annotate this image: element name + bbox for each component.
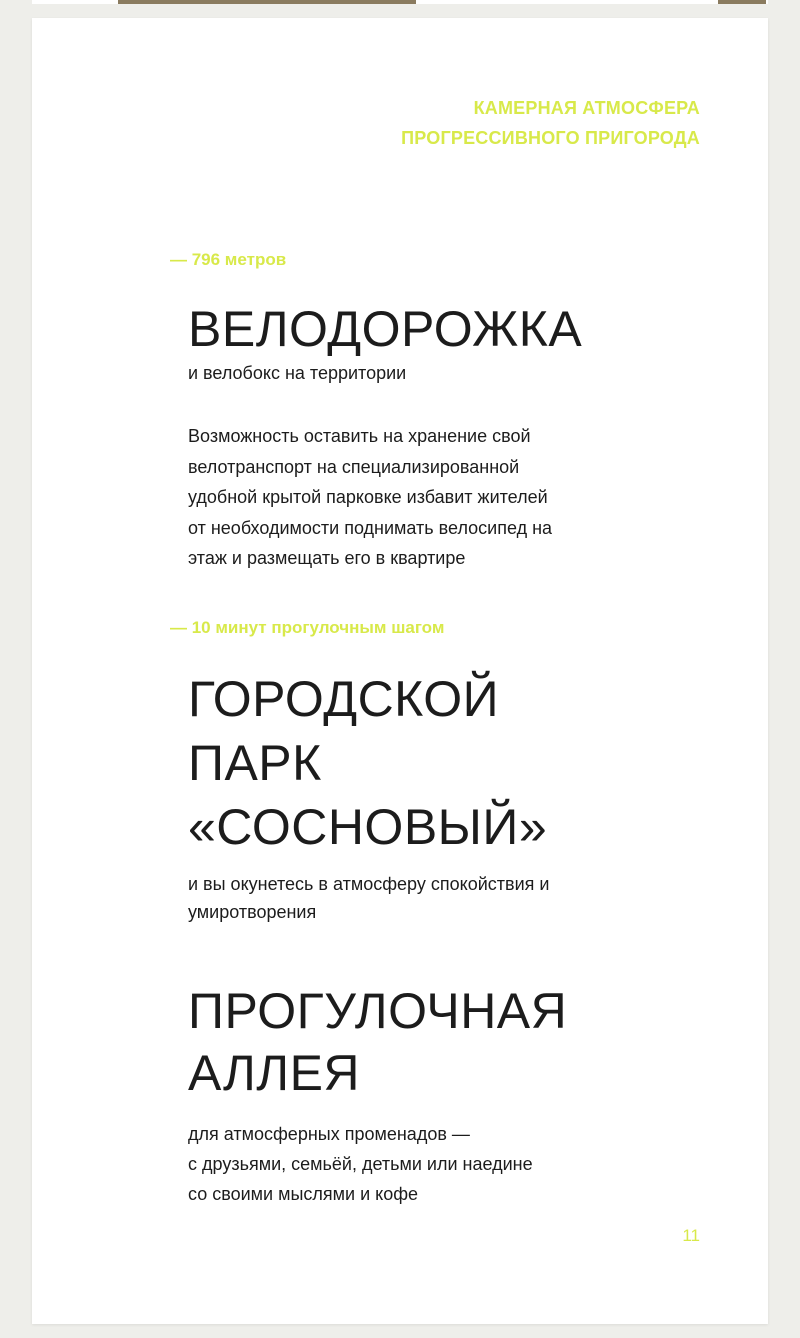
paragraph-line: удобной крытой парковке избавит жителей (188, 487, 548, 507)
page-title-line: КАМЕРНАЯ АТМОСФЕРА (473, 98, 700, 118)
heading-line: «СОСНОВЫЙ» (188, 799, 548, 855)
alley-heading (188, 980, 567, 1104)
bike-path-distance-label: — 796 метров (170, 250, 287, 269)
heading-line: ПРОГУЛОЧНАЯ (188, 983, 568, 1039)
previous-page-photo-strip (118, 0, 416, 4)
paragraph-line: этаж и размещать его в квартире (188, 548, 466, 568)
document-page (32, 18, 768, 1324)
heading-line: ГОРОДСКОЙ (188, 671, 500, 727)
subtitle-line: с друзьями, семьёй, детьми или наедине (188, 1154, 533, 1174)
alley-subtitle (188, 1119, 533, 1209)
subtitle-line: и вы окунетесь в атмосферу спокойствия и (188, 874, 550, 894)
park-heading (188, 667, 547, 859)
previous-page-photo-strip (718, 0, 766, 4)
subtitle-line: для атмосферных променадов — (188, 1124, 470, 1144)
bike-path-subtitle (188, 359, 406, 387)
paragraph-line: от необходимости поднимать велосипед на (188, 517, 553, 538)
park-subtitle (188, 870, 549, 926)
paragraph-line: Возможность оставить на хранение свой (188, 426, 531, 446)
subtitle-line: умиротворения (188, 902, 317, 922)
heading-line: АЛЛЕЯ (188, 1045, 361, 1101)
page-title (401, 93, 700, 153)
paragraph-line: велотранспорт на специализированной (188, 456, 520, 477)
bike-path-heading (188, 298, 582, 360)
heading-line: ПАРК (188, 735, 322, 791)
page-title-line: ПРОГРЕССИВНОГО ПРИГОРОДА (401, 128, 700, 148)
bike-path-description (188, 421, 552, 574)
park-distance-label: — 10 минут прогулочным шагом (170, 618, 445, 637)
subtitle-line: со своими мыслями и кофе (188, 1184, 419, 1204)
heading-line: ВЕЛОДОРОЖКА (188, 301, 583, 357)
subtitle-line: и велобокс на территории (188, 363, 407, 383)
page-number: 11 (682, 1226, 700, 1245)
